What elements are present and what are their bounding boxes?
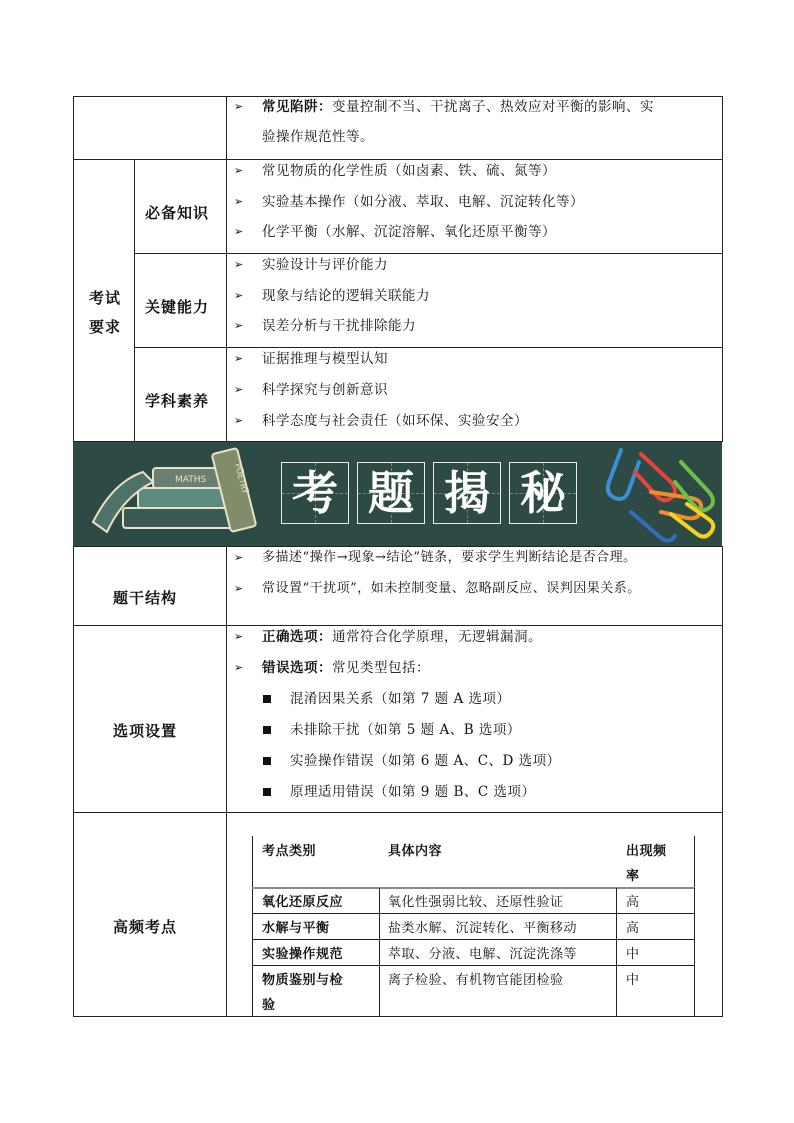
inner-table-line (694, 836, 695, 887)
inner-table-line (379, 888, 380, 1016)
inner-table-line (252, 913, 695, 914)
row-divider (134, 347, 723, 348)
inner-table-line (252, 965, 695, 966)
pitfall-label: 常见陷阱： (262, 99, 332, 115)
column-divider (226, 546, 227, 1017)
knowledge-item: 化学平衡（水解、沉淀溶解、氧化还原平衡等） (262, 224, 556, 240)
table-border-top (73, 96, 723, 97)
table-border-right (722, 96, 723, 442)
exam-category-label-1: 考试 (89, 289, 122, 307)
correct-option-line: 正确选项：通常符合化学原理，无逻辑漏洞。 (262, 629, 542, 645)
arrow-bullet-icon: ➢ (234, 195, 244, 208)
hot-header-category: 考点类别 (262, 844, 317, 859)
hot-row-frequency: 中 (626, 973, 640, 988)
book-label-maths: MATHS (175, 475, 207, 485)
exam-category-label-2: 要求 (89, 318, 122, 336)
pitfall-line-1: 常见陷阱：变量控制不当、干扰离子、热效应对平衡的影响、实 (262, 99, 654, 115)
ability-item: 误差分析与干扰排除能力 (262, 318, 416, 334)
hot-row-content: 氧化性强弱比较、还原性验证 (388, 895, 564, 910)
wrong-type-item: 实验操作错误（如第 6 题 A、C、D 选项） (290, 753, 561, 769)
section-banner (73, 442, 722, 546)
arrow-bullet-icon: ➢ (234, 661, 244, 674)
inner-table-line (252, 939, 695, 940)
inner-table-line (616, 888, 617, 1016)
ability-item: 现象与结论的逻辑关联能力 (262, 288, 430, 304)
arrow-bullet-icon: ➢ (234, 258, 244, 271)
hot-header-frequency: 出现频 (626, 844, 667, 859)
arrow-bullet-icon: ➢ (234, 100, 244, 113)
arrow-bullet-icon: ➢ (234, 551, 244, 564)
hot-header-frequency-2: 率 (626, 869, 640, 884)
ability-item: 实验设计与评价能力 (262, 257, 388, 273)
inner-table-line (694, 888, 695, 1016)
hot-row-content: 萃取、分液、电解、沉淀洗涤等 (388, 947, 578, 962)
square-bullet-icon (263, 695, 271, 703)
pitfall-line-2: 验操作规范性等。 (262, 129, 374, 145)
knowledge-item: 实验基本操作（如分液、萃取、电解、沉淀转化等） (262, 194, 584, 210)
arrow-bullet-icon: ➢ (234, 414, 244, 427)
row-divider (73, 625, 723, 626)
ability-label: 关键能力 (145, 298, 210, 316)
inner-table-line (252, 887, 695, 889)
arrow-bullet-icon: ➢ (234, 582, 244, 595)
table-border-bottom (73, 1016, 723, 1017)
hot-row-category: 实验操作规范 (262, 947, 344, 962)
hot-row-frequency: 中 (626, 947, 640, 962)
hot-row-category: 物质鉴别与检 (262, 973, 344, 988)
table-border-left (73, 96, 74, 442)
banner-char: 考 (281, 462, 349, 524)
column-divider (134, 159, 135, 442)
arrow-bullet-icon: ➢ (234, 164, 244, 177)
book-label-poetry: POETRY (233, 462, 250, 495)
stem-item: 多描述“操作→现象→结论”链条，要求学生判断结论是否合理。 (262, 550, 637, 565)
square-bullet-icon (263, 726, 271, 734)
square-bullet-icon (263, 757, 271, 765)
banner-char: 秘 (509, 462, 577, 524)
arrow-bullet-icon: ➢ (234, 352, 244, 365)
table-border-right (722, 546, 723, 1017)
arrow-bullet-icon: ➢ (234, 319, 244, 332)
hot-row-content: 盐类水解、沉淀转化、平衡移动 (388, 921, 578, 936)
row-divider (134, 253, 723, 254)
literacy-item: 证据推理与模型认知 (262, 351, 388, 367)
stem-item: 常设置“干扰项”，如未控制变量、忽略副反应、误判因果关系。 (262, 581, 641, 596)
arrow-bullet-icon: ➢ (234, 225, 244, 238)
row-divider (73, 159, 723, 160)
hot-topics-label: 高频考点 (113, 918, 178, 936)
hot-header-content: 具体内容 (388, 844, 443, 859)
banner-char: 揭 (433, 462, 501, 524)
row-divider (73, 812, 723, 813)
literacy-item: 科学探究与创新意识 (262, 382, 388, 398)
stem-label: 题干结构 (113, 589, 178, 607)
hot-row-category: 氧化还原反应 (262, 895, 344, 910)
arrow-bullet-icon: ➢ (234, 383, 244, 396)
wrong-type-item: 混淆因果关系（如第 7 题 A 选项） (290, 691, 511, 707)
paperclips-illustration (601, 442, 721, 546)
knowledge-label: 必备知识 (145, 204, 210, 222)
inner-table-line (252, 836, 253, 1016)
knowledge-item: 常见物质的化学性质（如卤素、铁、硫、氮等） (262, 163, 556, 179)
options-label: 选项设置 (113, 722, 178, 740)
literacy-label: 学科素养 (145, 392, 210, 410)
hot-row-frequency: 高 (626, 895, 640, 910)
books-illustration (83, 442, 273, 546)
wrong-type-item: 未排除干扰（如第 5 题 A、B 选项） (290, 722, 521, 738)
hot-row-frequency: 高 (626, 921, 640, 936)
literacy-item: 科学态度与社会责任（如环保、实验安全） (262, 413, 528, 429)
column-divider (226, 96, 227, 442)
arrow-bullet-icon: ➢ (234, 630, 244, 643)
square-bullet-icon (263, 788, 271, 796)
row-divider (73, 546, 723, 547)
table-border-left (73, 546, 74, 1017)
wrong-option-line: 错误选项：常见类型包括： (262, 660, 430, 676)
hot-row-category-2: 验 (262, 998, 276, 1013)
hot-row-category: 水解与平衡 (262, 921, 330, 936)
hot-row-content: 离子检验、有机物官能团检验 (388, 973, 564, 988)
wrong-type-item: 原理适用错误（如第 9 题 B、C 选项） (290, 784, 536, 800)
banner-char: 题 (357, 462, 425, 524)
arrow-bullet-icon: ➢ (234, 289, 244, 302)
